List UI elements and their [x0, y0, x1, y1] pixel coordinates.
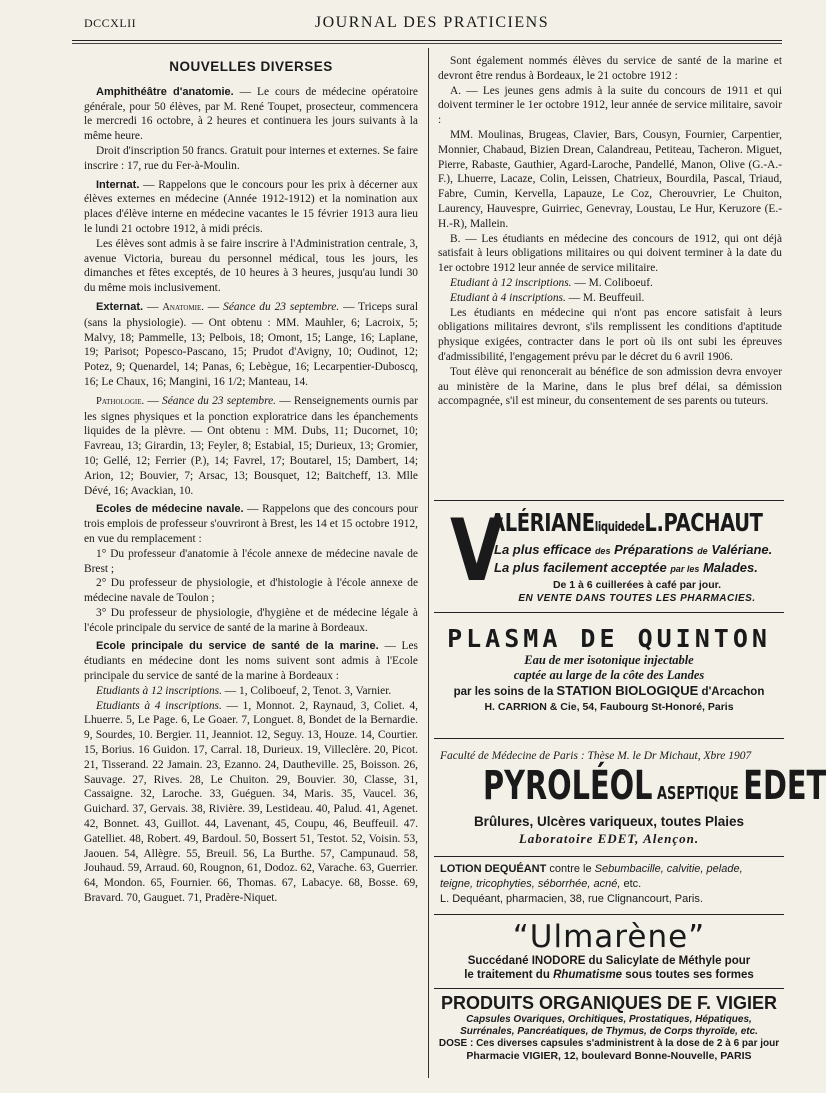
lotion-line-1	[440, 862, 790, 877]
ad-vigier	[434, 992, 784, 1062]
vigier-dose: DOSE : Ces diverses capsules s'administrent à la dose de 2 à 6 par jour	[438, 1038, 780, 1049]
ad-rule-3	[434, 856, 784, 857]
ad-valeriane	[434, 501, 784, 606]
column-divider	[428, 48, 429, 1078]
lotion-line-3: L. Dequéant, pharmacien, 38, rue Clignancourt, Paris.	[440, 893, 703, 905]
ad-rule-1	[434, 612, 784, 613]
left-column	[84, 58, 418, 906]
internat-heading: Internat.	[96, 178, 140, 191]
principale-e4	[84, 699, 418, 906]
ulmarene-sub2c: sous toutes ses formes	[622, 969, 754, 981]
plasma-sub3c: d'Arcachon	[698, 686, 765, 698]
valeriane-title-d: L.PACHAUT	[644, 508, 763, 537]
ulmarene-sub-2	[434, 968, 784, 982]
plasma-sub3b: STATION BIOLOGIQUE	[556, 683, 699, 698]
externat-paragraph: Externat. — Anatomie. — Séance du 23 septembre. — Triceps sural (sans la physiologie). — Ont obtenu : MM. Mauhler, 6; Lacroix, 5; Malvy, 18; Pammelle, 13; Pelbois, 18; Omont, 15; Lange, 16; Laplane, 19; Parisot; Popesco-Pascano, 15; Prudot d'Avigny, 10; Oudinot, 12; Potez, 9; Quenardel, 14; Panas, 6; Lebègue, 16; Lecarpentier-Dubosсq, 16; Le Chaux, 16; Mangini, 16 1/2; Manteau, 14.	[84, 300, 418, 388]
right-paragraph-3: Tout élève qui renoncerait au bénéfice de son admission devra envoyer au ministère de la Marine, dans le plus bref délai, sa démission accompagnée, s'il est mineur, du consentement de ses parents ou tuteurs.	[438, 365, 782, 408]
valeriane-l3c: Malades.	[702, 560, 758, 575]
pyroleol-subtitle: Brûlures, Ulcères variqueux, toutes Plaies	[473, 814, 745, 829]
principale-e12	[84, 684, 418, 699]
ecoles-item-3: 3° Du professeur de physiologie, d'hygiène et de médecine légale à l'école principale du service de santé de la marine à Bordeaux.	[84, 606, 418, 634]
right-paragraph-names: MM. Moulinas, Brugeas, Clavier, Bars, Cousyn, Fournier, Carpentier, Monnier, Chabaud, Bizien Drean, Calandreau, Petiteau, Tacheron. Miguet, Pierre, Rabaste, Gauthier, Agard-Laroche, Pandellé, Manon, Olive (G.-A.-F.), Lhuerre, Lacaze, Colin, Leissen, Chatrieux, Bourdila, Pascal, Triaud, Fabre, Cumin, Kervella, Lapauze, Le Coz, Cherouvrier, Le Chuiton, Laurency, Hauvespre, Guirriec, Genevray, Loustau, Le Hur, Keruzore (E.-H.-R), Mallein.	[438, 128, 782, 230]
page-folio: DCCXLII	[84, 16, 137, 30]
vigier-line-2: Surrénales, Pancréatiques, de Thymus, de Corps thyroïde, etc.	[460, 1026, 758, 1037]
externat-date: Séance du 23 septembre.	[223, 300, 340, 313]
ad-rule-5	[434, 988, 784, 989]
pyroleol-lab: Laboratoire EDET, Alençon.	[518, 831, 700, 846]
right-e4-text: — M. Beuffeuil.	[565, 291, 645, 304]
ulmarene-sub-1	[434, 954, 784, 968]
ecoles-heading: Ecoles de médecine navale.	[96, 503, 244, 516]
internat-paragraph	[84, 178, 418, 237]
principale-text: — Les étudiants en médecine dont les noms suivent sont admis à l'Ecole principale du service de santé de la marine à Bordeaux :	[84, 640, 418, 683]
valeriane-line-3	[494, 560, 758, 575]
principale-e4-text: — 1, Monnot. 2, Raynaud, 3, Coliet. 4, Lhuerre. 5, Le Page. 6, Le Goaer. 7, Longuet. 8, Bondet de la Bernardie. 9, Sourdes, 10. Bergier. 11, Jeanniot. 12, Seguy. 13, Houze. 14, Courtier. 15, Borius. 16 Guidon. 17, Carral. 18, Durieux. 19, Villeclère. 20, Picot. 21, Tisserand. 22 Jamain. 23, Ezanno. 24, Dautheville. 25, Boisson. 26, Sauvage. 27, Rives. 28, Le Chuiton. 29, Bouvier. 30, Classe, 31, Cassaigne. 32, Laroche. 33, Guéguen. 34, Maris. 35, Vaucel. 36, Guichard. 37, Gervais. 38, Rivière. 39, Lestideau. 40, Palud. 41, Agenet. 42, Bonnet. 43, Guillot. 44, Lavenant, 45, Coupu, 46, Beuffeuil. 47. Gatelliet. 48, Robert. 49, Bardoul. 50, Bossert 51, Testot. 52, Voisin. 53, Jaouen. 54, Allègre. 55, Breuil. 56, La Burthe. 57, Campunaud. 58, Jouhaud. 59, Arraud. 60, Rougnon, 61, Dodoz. 62, Varache. 63, Guerrier. 64, Mondon. 65, Fournier. 66, Thomas. 67, Labacye. 68, Bosse. 69, Bravard. 70, Gauguet. 71, Pradère-Niquet.	[84, 699, 418, 905]
vigier-title: PRODUITS ORGANIQUES DE F. VIGIER	[440, 993, 778, 1013]
ulmarene-title: “Ulmarène”	[512, 919, 706, 955]
ad-pyroleol	[434, 750, 826, 850]
pathologie-paragraph: Pathologie. — Séance du 23 septembre. — Renseignements ournis par les signes physiques et la ponction exploratrice dans les épanchements liquides de la plèvre. — Ont obtenu : MM. Dubs, 11; Ducornet, 10; Favreau, 13; Girardin, 13; Feyler, 8; Estabial, 15; Durieux, 13; Gromier, 10; Gellé, 12; Ferrier (P.), 14; Favrel, 17; Boutarel, 15; Dambert, 14; Arion, 12; Bouvier, 7; Arsac, 13; Bousquet, 12; Baitcheff, 13. Mlle Dévé, 16; Avackian, 10.	[84, 394, 418, 497]
ad-rule-2	[434, 738, 784, 739]
externat-subject: Anatomie.	[162, 301, 204, 313]
principale-e12-text: — 1, Coliboeuf, 2, Tenot. 3, Varnier.	[221, 684, 392, 697]
amphi-paragraph-2: Droit d'inscription 50 francs. Gratuit pour internes et externes. Se faire inscrire : 17, rue du Fer-à-Moulin.	[84, 144, 418, 172]
ad-plasma-quinton	[434, 624, 784, 728]
plasma-address: H. CARRION & Cie, 54, Faubourg St-Honoré, Paris	[484, 701, 734, 713]
valeriane-dosage: De 1 à 6 cuillerées à café par jour.	[552, 579, 722, 591]
plasma-sub-2: captée au large de la côte des Landes	[513, 668, 705, 682]
plasma-title: PLASMA DE QUINTON	[447, 624, 771, 653]
right-paragraph-b: B. — Les étudiants en médecine des concours de 1912, qui ont déjà satisfait à leurs obligations militaires ou qui doivent terminer à la date du 1er octobre 1912 leur année de service militaire.	[438, 232, 782, 275]
pathologie-heading: Pathologie.	[96, 395, 145, 407]
amphi-heading: Amphithéâtre d'anatomie.	[96, 85, 234, 98]
header-rule	[72, 40, 782, 41]
ulmarene-sub1a: Succédané	[467, 955, 532, 967]
principale-paragraph	[84, 639, 418, 683]
ad-rule-4	[434, 914, 784, 915]
ulmarene-sub2a: le traitement du	[464, 969, 554, 981]
pyroleol-title	[483, 763, 826, 816]
pyroleol-title-a: PYROLÉOL	[483, 763, 653, 809]
valeriane-l2c: Préparations	[614, 542, 694, 557]
pyroleol-faculty: Faculté de Médecine de Paris : Thèse M. le Dr Michaut, Xbre 1907	[440, 750, 752, 762]
principale-e4-label: Etudiants à 4 inscriptions.	[96, 699, 222, 712]
amphi-text: — Le cours de médecine opératoire générale, pour 50 élèves, par M. René Toupet, prosecteur, commencera le mercredi 16 octobre, à 2 heures et continuera les jours suivants à la même heure.	[84, 85, 418, 143]
vigier-pharmacy: Pharmacie VIGIER, 12, boulevard Bonne-Nouvelle, PARIS	[466, 1050, 752, 1062]
right-column	[438, 54, 782, 409]
principale-heading: Ecole principale du service de santé de la marine.	[96, 640, 379, 653]
pathologie-date: Séance du 23 septembre.	[162, 394, 276, 407]
pathologie-text: — Renseignements ournis par les signes physiques et la ponction exploratrice dans les épanchements liquides de la plèvre. — Ont obtenu : MM. Dubs, 11; Ducornet, 10; Favreau, 13; Girardin, 13; Feyler, 8; Estabial, 15; Durieux, 13; Gromier, 10; Gellé, 12; Ferrier (P.), 14; Favrel, 17; Boutarel, 15; Dambert, 14; Arion, 12; Bouvier, 7; Arsac, 13; Bousquet, 12; Baitcheff, 13. Mlle Dévé, 16; Avackian, 10.	[84, 394, 418, 497]
plasma-sub3a: par les soins de la	[453, 686, 557, 698]
running-header	[84, 14, 780, 36]
right-paragraph-a: A. — Les jeunes gens admis à la suite du concours de 1911 et qui doivent terminer le 1er octobre 1912, leur année de service militaire, savoir :	[438, 84, 782, 127]
valeriane-line-2	[494, 542, 772, 557]
ecoles-paragraph	[84, 502, 418, 546]
valeriane-l2b: des	[594, 546, 611, 556]
valeriane-title	[490, 508, 763, 537]
ulmarene-sub2b: Rhumatisme	[553, 969, 623, 981]
right-e12	[438, 276, 782, 291]
valeriane-title-c: de	[631, 520, 645, 535]
ad-lotion-dequeant	[434, 862, 790, 912]
externat-heading: Externat.	[96, 300, 144, 313]
valeriane-l3a: La plus facilement acceptée	[494, 560, 667, 575]
valeriane-title-a: ALÉRIANE	[490, 508, 595, 537]
plasma-sub-1: Eau de mer isotonique injectable	[524, 653, 694, 667]
lotion-l1a: contre le	[546, 863, 595, 875]
lotion-l1b: Sebumbacille, calvitie, pelade,	[594, 863, 743, 875]
plasma-sub-3	[434, 683, 784, 700]
lotion-l2b: etc.	[620, 878, 642, 890]
header-rule-secondary	[72, 43, 782, 44]
right-paragraph-2: Les étudiants en médecine qui n'ont pas encore satisfait à leurs obligations militaires devront, s'ils remplissent les conditions d'aptitude physique exigées, contracter dans le port où ils ont subi les épreuves d'admissibilité, l'engagement prévu par le décret du 6 avril 1906.	[438, 306, 782, 363]
valeriane-l2e: Valériane.	[711, 542, 773, 557]
internat-text: — Rappelons que le concours pour les prix à décerner aux élèves externes en médecine (Année 1912-1912) et la nomination aux places d'élève interne en médecine vacantes le 15 février 1913 aura lieu le lundi 21 octobre 1912, à midi précis.	[84, 178, 418, 235]
section-title: NOUVELLES DIVERSES	[169, 59, 333, 74]
valeriane-l3b: par les	[670, 564, 700, 574]
right-e12-label: Etudiant à 12 inscriptions.	[450, 276, 572, 289]
valeriane-l2d: de	[697, 546, 708, 556]
valeriane-initial: V	[450, 501, 504, 601]
lotion-l2: teigne, tricophyties, séborrhée, acné,	[440, 878, 621, 890]
ecoles-item-2: 2° Du professeur de physiologie, et d'histologie à l'école annexe de médecine navale de Toulon ;	[84, 577, 418, 605]
right-e12-text: — M. Coliboeuf.	[571, 276, 653, 289]
right-paragraph-1: Sont également nommés élèves du service de santé de la marine et devront être rendus à Bordeaux, le 21 octobre 1912 :	[438, 55, 782, 82]
principale-e12-label: Etudiants à 12 inscriptions.	[96, 684, 222, 697]
valeriane-title-b: liquide	[594, 520, 632, 535]
ecoles-item-1: 1° Du professeur d'anatomie à l'école annexe de médecine navale de Brest ;	[84, 547, 418, 575]
valeriane-sale: EN VENTE DANS TOUTES LES PHARMACIES.	[518, 593, 756, 604]
vigier-line-1: Capsules Ovariques, Orchitiques, Prostatiques, Hépatiques,	[466, 1014, 752, 1025]
amphi-paragraph	[84, 85, 418, 144]
externat-text: — Triceps sural (sans la physiologie). — Ont obtenu : MM. Mauhler, 6; Lacroix, 5; Malvy, 18; Pammelle, 13; Pelbois, 18; Omont, 15; Lange, 16; Laplane, 19; Parisot; Popesco-Pascano, 15; Prudot d'Avigny, 10; Oudinot, 12; Potez, 9; Quenardel, 14; Panas, 6; Lebègue, 16; Lecarpentier-Dubosсq, 16; Le Chaux, 16; Mangini, 16 1/2; Manteau, 14.	[84, 300, 418, 388]
ecoles-text: — Rappelons que des concours pour trois emplois de professeur s'ouvriront à Brest, les 14 et 15 octobre 1912, en vue du remplacement :	[84, 503, 418, 545]
lotion-name: LOTION DEQUÉANT	[440, 863, 547, 875]
pyroleol-title-c: EDET	[743, 763, 826, 809]
ad-ulmarene	[434, 920, 784, 984]
journal-title: JOURNAL DES PRATICIENS	[314, 14, 550, 31]
ulmarene-sub1c: du Salicylate de Méthyle pour	[585, 955, 751, 967]
ulmarene-sub1b: INODORE	[531, 955, 586, 967]
internat-paragraph-2: Les élèves sont admis à se faire inscrire à l'Administration centrale, 3, avenue Victoria, bureau du personnel médical, tous les jours, les dimanches et fêtes exceptés, de 10 heures à 3 heures, jusqu'au lundi 30 du même mois inclusivement.	[84, 237, 418, 295]
valeriane-l2a: La plus efficace	[494, 542, 592, 557]
right-e4-label: Etudiant à 4 inscriptions.	[450, 291, 566, 304]
right-e4	[438, 291, 782, 306]
lotion-line-2	[440, 877, 790, 892]
pyroleol-title-b: ASEPTIQUE	[652, 783, 744, 804]
